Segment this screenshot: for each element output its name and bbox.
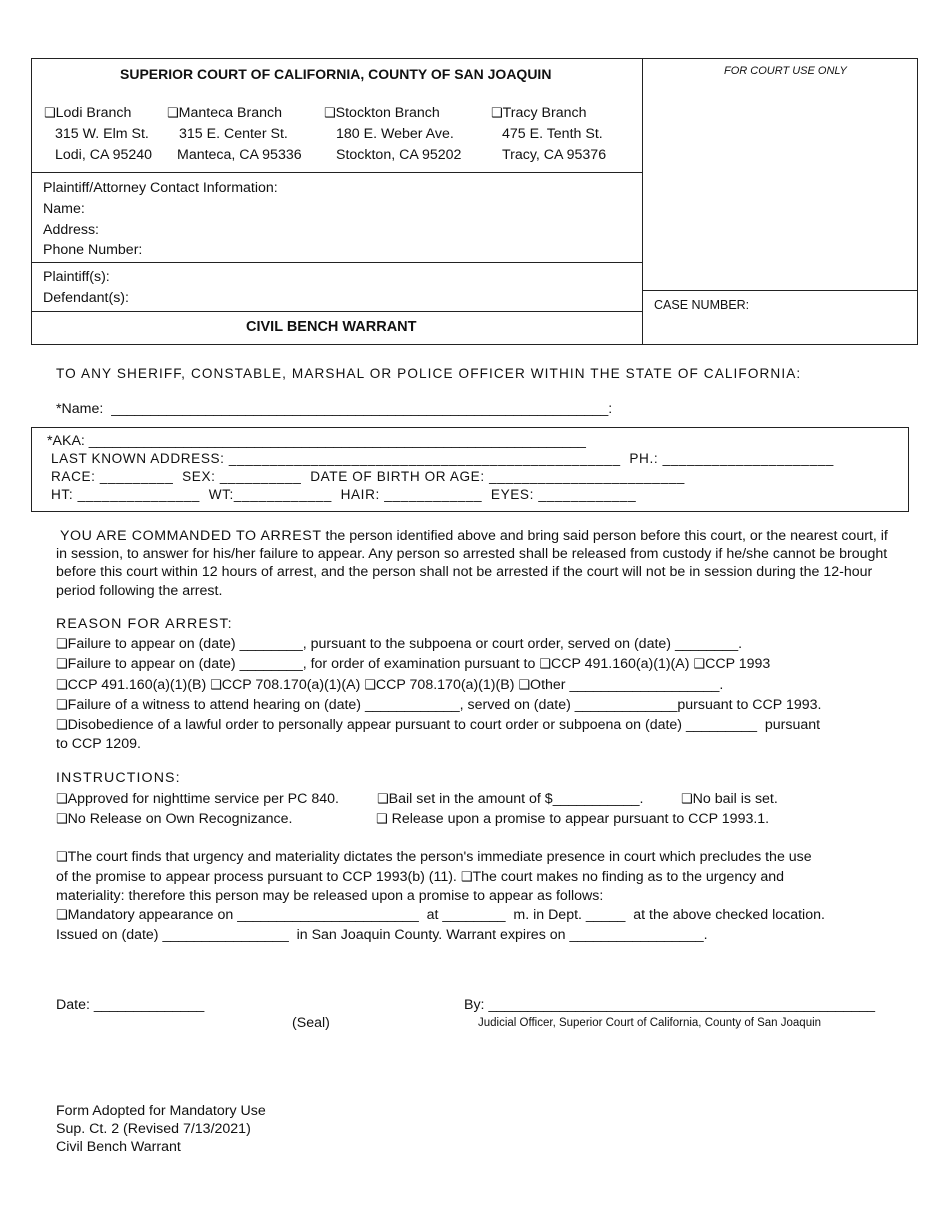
branch-lodi-name: Lodi Branch — [55, 105, 132, 121]
branch-stockton-checkbox[interactable] — [324, 105, 440, 122]
branch-manteca-checkbox[interactable] — [167, 105, 282, 122]
option-ccp-708-b: CCP 708.170(a)(1)(B) — [375, 677, 519, 693]
reason-heading: REASON FOR ARREST: — [56, 616, 233, 632]
checkbox-icon: ❑ — [324, 105, 336, 120]
checkbox-icon: ❑ — [539, 656, 551, 671]
defendants-label: Defendant(s): — [43, 290, 129, 306]
checkbox-icon: ❑ — [681, 791, 693, 806]
by-signature-field[interactable]: By: _________________________________________________ — [464, 997, 876, 1013]
checkbox-icon: ❑ — [56, 677, 68, 692]
footer-line-1: Form Adopted for Mandatory Use — [56, 1103, 266, 1119]
branch-manteca-street: 315 E. Center St. — [179, 126, 288, 142]
race-sex-dob-field[interactable]: RACE: _________ SEX: __________ DATE OF BIRTH OR AGE: ________________________ — [51, 469, 685, 484]
findings-urgency-text: The court finds that urgency and materiality dictates the person's immediate presence in court which precludes the use — [67, 849, 812, 865]
reason-line-1[interactable] — [56, 636, 742, 653]
findings-line-1[interactable] — [56, 849, 812, 866]
nighttime-label: Approved for nighttime service per PC 840. — [67, 791, 339, 807]
checkbox-icon: ❑ — [518, 677, 531, 692]
checkbox-icon: ❑ — [491, 105, 503, 120]
contact-address-label: Address: — [43, 222, 99, 238]
reason-disobedience: Disobedience of a lawful order to personally appear pursuant to court order or subpoena on (date) _________ pursuant — [67, 717, 821, 733]
instruction-bail[interactable] — [377, 791, 643, 808]
checkbox-icon: ❑ — [56, 697, 68, 712]
checkbox-icon: ❑ — [364, 677, 376, 692]
branch-tracy-city: Tracy, CA 95376 — [502, 147, 607, 163]
checkbox-icon: ❑ — [56, 849, 68, 864]
court-use-divider — [642, 290, 918, 291]
command-text: the person identified above and bring said person before this court, or the nearest court, if in session, to answer for his/her failure to appear. Any person so arrested shall be released from custody if he/she cannot be brought before this court within 12 hours of arrest, and the person shall not be arrested if the court will not be in session during the 12-hour period following the arrest. — [56, 528, 888, 599]
branch-tracy-checkbox[interactable] — [491, 105, 587, 122]
date-field[interactable]: Date: ______________ — [56, 997, 205, 1013]
option-ccp-491-a: CCP 491.160(a)(1)(A) — [550, 656, 694, 672]
reason-line-3[interactable] — [56, 677, 723, 694]
branch-tracy-name: Tracy Branch — [502, 105, 587, 121]
reason-witness-failure: Failure of a witness to attend hearing on (date) ____________, served on (date) _____________pursuant to CCP 1993. — [67, 697, 822, 713]
reason-line-4[interactable] — [56, 697, 821, 714]
branch-tracy-street: 475 E. Tenth St. — [502, 126, 603, 142]
last-known-address-field[interactable]: LAST KNOWN ADDRESS: ________________________________________________ PH.: _____________________ — [51, 451, 834, 466]
findings-line-2 — [56, 869, 784, 886]
checkbox-icon: ❑ — [210, 677, 222, 692]
option-other: Other ___________________. — [530, 677, 724, 693]
command-lead: YOU ARE COMMANDED TO ARREST — [59, 528, 322, 544]
instruction-nighttime[interactable] — [56, 791, 339, 808]
instruction-release-promise[interactable] — [376, 811, 769, 828]
findings-line-4[interactable] — [56, 907, 825, 924]
recipient-line: TO ANY SHERIFF, CONSTABLE, MARSHAL OR POLICE OFFICER WITHIN THE STATE OF CALIFORNIA: — [56, 366, 802, 381]
reason-line-5[interactable] — [56, 717, 820, 734]
form-title: CIVIL BENCH WARRANT — [246, 319, 417, 335]
checkbox-icon: ❑ — [56, 811, 68, 826]
branch-lodi-checkbox[interactable] — [44, 105, 131, 122]
checkbox-icon: ❑ — [377, 791, 389, 806]
branch-stockton-name: Stockton Branch — [335, 105, 440, 121]
option-ccp-491-b: CCP 491.160(a)(1)(B) — [67, 677, 211, 693]
branch-manteca-name: Manteca Branch — [178, 105, 282, 121]
checkbox-icon: ❑ — [693, 656, 706, 671]
no-bail-label: No bail is set. — [692, 791, 778, 807]
checkbox-icon: ❑ — [56, 907, 68, 922]
checkbox-icon: ❑ — [44, 105, 56, 120]
branch-lodi-city: Lodi, CA 95240 — [55, 147, 153, 163]
reason-failure-to-appear-exam: Failure to appear on (date) ________, for order of examination pursuant to — [67, 656, 540, 672]
header-box — [31, 58, 918, 345]
command-paragraph — [56, 527, 898, 600]
header-divider-vertical — [642, 58, 643, 345]
findings-line-5[interactable]: Issued on (date) ________________ in San Joaquin County. Warrant expires on _________________. — [56, 927, 708, 943]
for-court-use-label: FOR COURT USE ONLY — [724, 65, 847, 77]
option-ccp-708-a: CCP 708.170(a)(1)(A) — [221, 677, 365, 693]
footer-line-3: Civil Bench Warrant — [56, 1139, 181, 1155]
checkbox-icon[interactable]: ❑ — [460, 869, 473, 884]
header-divider-1 — [31, 172, 642, 173]
aka-field[interactable]: *AKA: _______________________________________________________________ — [47, 433, 586, 449]
mandatory-appearance-text: Mandatory appearance on _______________________ at ________ m. in Dept. _____ at the above checked location. — [67, 907, 825, 923]
branch-stockton-street: 180 E. Weber Ave. — [336, 126, 454, 142]
findings-line-3: materiality: therefore this person may be released upon a promise to appear as follows: — [56, 888, 604, 904]
header-divider-2 — [31, 262, 642, 263]
no-release-label: No Release on Own Recognizance. — [67, 811, 293, 827]
footer-line-2: Sup. Ct. 2 (Revised 7/13/2021) — [56, 1121, 251, 1137]
checkbox-icon: ❑ — [56, 656, 68, 671]
instruction-no-bail[interactable] — [681, 791, 778, 808]
findings-no-finding-text: The court makes no finding as to the urgency and — [472, 869, 785, 885]
release-promise-label: Release upon a promise to appear pursuant to CCP 1993.1. — [387, 811, 770, 827]
bail-label: Bail set in the amount of $___________. — [388, 791, 644, 807]
ht-wt-hair-eyes-field[interactable]: HT: _______________ WT:____________ HAIR: ____________ EYES: ____________ — [51, 487, 637, 502]
checkbox-icon: ❑ — [56, 636, 68, 651]
instructions-heading: INSTRUCTIONS: — [56, 770, 181, 786]
plaintiffs-label: Plaintiff(s): — [43, 269, 110, 285]
contact-heading: Plaintiff/Attorney Contact Information: — [43, 180, 278, 196]
seal-label: (Seal) — [292, 1015, 330, 1031]
case-number-label: CASE NUMBER: — [654, 298, 750, 312]
findings-promise-text: of the promise to appear process pursuant to CCP 1993(b) (11). — [56, 869, 461, 885]
branch-manteca-city: Manteca, CA 95336 — [177, 147, 302, 163]
reason-line-6: to CCP 1209. — [56, 736, 141, 752]
name-field[interactable]: *Name: _______________________________________________________________: — [56, 401, 613, 417]
checkbox-icon: ❑ — [167, 105, 179, 120]
instruction-no-release[interactable] — [56, 811, 292, 828]
checkbox-icon: ❑ — [56, 717, 68, 732]
option-ccp-1993: CCP 1993 — [705, 656, 771, 672]
header-divider-3 — [31, 311, 642, 312]
judicial-officer-label: Judicial Officer, Superior Court of California, County of San Joaquin — [478, 1017, 822, 1029]
contact-name-label: Name: — [43, 201, 85, 217]
branch-lodi-street: 315 W. Elm St. — [55, 126, 149, 142]
reason-line-2[interactable] — [56, 656, 770, 673]
checkbox-icon: ❑ — [376, 811, 388, 826]
branch-stockton-city: Stockton, CA 95202 — [336, 147, 462, 163]
contact-phone-label: Phone Number: — [43, 242, 143, 258]
reason-failure-to-appear-subpoena: Failure to appear on (date) ________, pursuant to the subpoena or court order, served on (date) ________. — [67, 636, 743, 652]
checkbox-icon: ❑ — [56, 791, 68, 806]
court-name: SUPERIOR COURT OF CALIFORNIA, COUNTY OF SAN JOAQUIN — [120, 66, 552, 82]
